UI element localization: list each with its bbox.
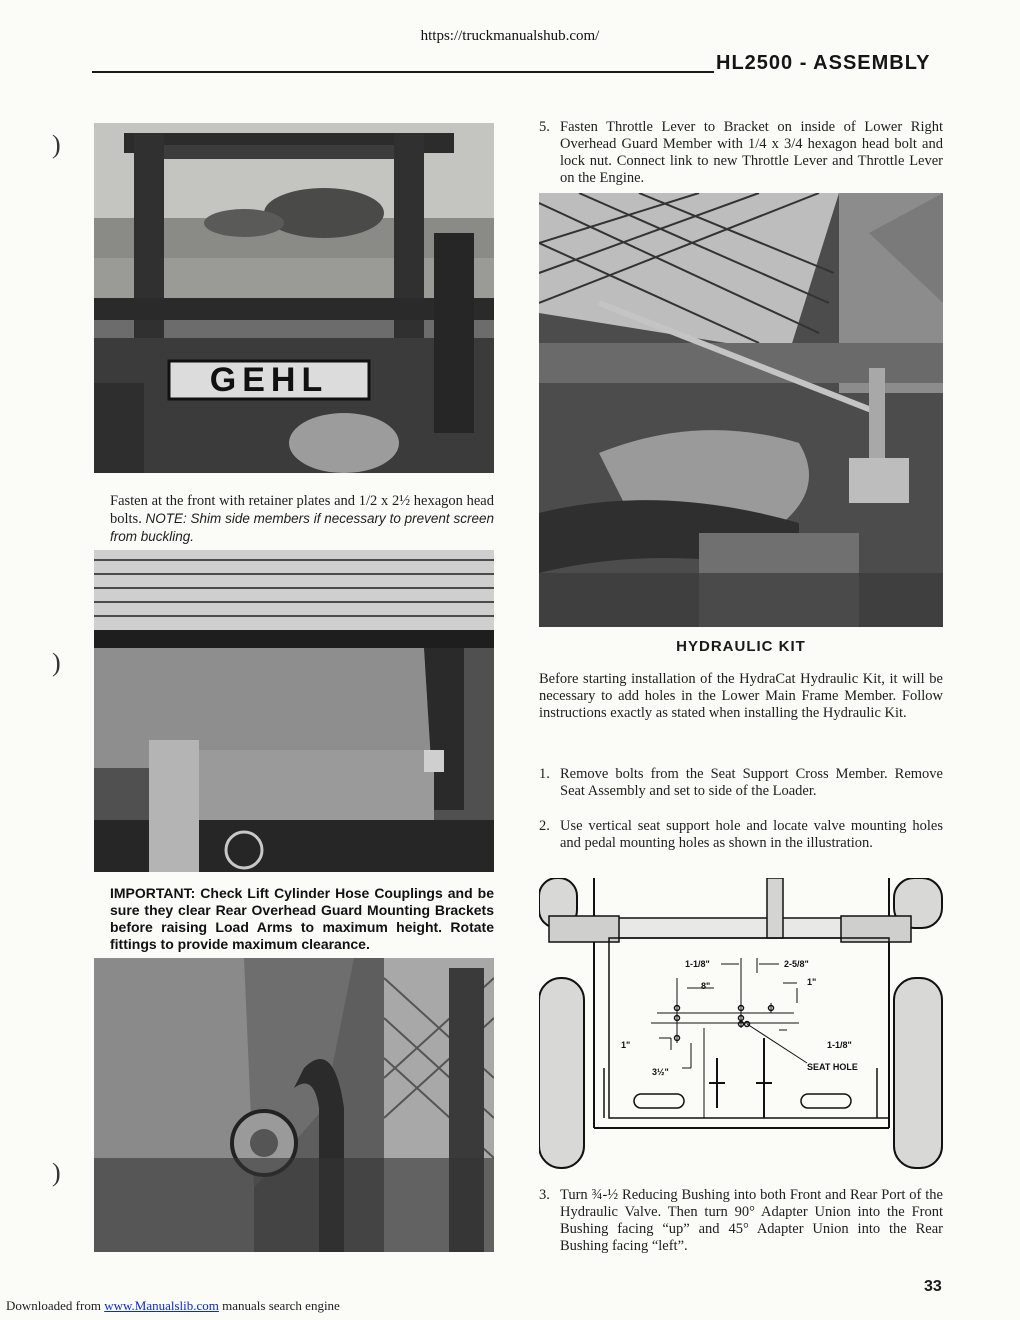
step-3: 3. Turn ¾-½ Reducing Bushing into both Front and Rear Port of the Hydraulic Valve. Then turn 90° Adapter Union into the Front Bushing facing “up” and 45° Adapter Union into the Rear Bushing facing “left”. [539, 1187, 943, 1254]
important-note: IMPORTANT: Check Lift Cylinder Hose Couplings and be sure they clear Rear Overhead Guard Mounting Brackets before raising Load Arms to maximum height. Rotate fittings to provide maximum clearance. [110, 885, 494, 952]
page-number: 33 [924, 1278, 942, 1295]
section-heading-hydraulic-kit: HYDRAULIC KIT [676, 638, 806, 655]
frame-hole-diagram [539, 878, 943, 1176]
dim-3-5: 3½" [652, 1067, 669, 1077]
dim-1-1-8-top: 1-1/8" [685, 959, 710, 969]
dim-8: 8" [701, 981, 711, 991]
photo-throttle-lever [539, 193, 943, 627]
binder-mark-top: ) [52, 130, 61, 159]
header-rule [92, 71, 714, 73]
binder-mark-bottom: ) [52, 1158, 61, 1187]
step-5: 5. Fasten Throttle Lever to Bracket on inside of Lower Right Overhead Guard Member with 1/4 x 3/4 hexagon head bolt and lock nut. Connect link to new Throttle Lever and Throttle Lever on the Engine. [539, 119, 943, 186]
dim-1-top: 1" [807, 977, 817, 987]
step-1: 1. Remove bolts from the Seat Support Cross Member. Remove Seat Assembly and set to side of the Loader. [539, 766, 943, 799]
seat-hole-label: SEAT HOLE [807, 1062, 858, 1072]
binder-mark-middle: ) [52, 648, 61, 677]
dim-1-1-8-right: 1-1/8" [827, 1040, 852, 1050]
footer-download-line: Downloaded from www.Manualslib.com manuals search engine [6, 1298, 340, 1313]
gehl-logo: GEHL [209, 361, 329, 399]
step-2: 2. Use vertical seat support hole and locate valve mounting holes and pedal mounting holes as shown in the illustration. [539, 818, 943, 851]
photo-hose-couplings [94, 958, 494, 1252]
dim-2-5-8: 2-5/8" [784, 959, 809, 969]
page-title: HL2500 - ASSEMBLY [716, 52, 931, 74]
photo-overhead-guard-front [94, 123, 494, 473]
manualslib-link[interactable]: www.Manualslib.com [104, 1298, 219, 1313]
hydraulic-kit-intro: Before starting installation of the HydraCat Hydraulic Kit, it will be necessary to add holes in the Lower Main Frame Member. Follow instructions exactly as stated when installing the Hydraulic Kit. [539, 671, 943, 721]
dim-1-left: 1" [621, 1040, 631, 1050]
caption-fasten-front: Fasten at the front with retainer plates and 1/2 x 2½ hexagon head bolts. NOTE: Shim side members if necessary to prevent screen from buckling. [110, 493, 494, 544]
source-url[interactable]: https://truckmanualshub.com/ [420, 28, 600, 44]
photo-screen-frame [94, 550, 494, 872]
